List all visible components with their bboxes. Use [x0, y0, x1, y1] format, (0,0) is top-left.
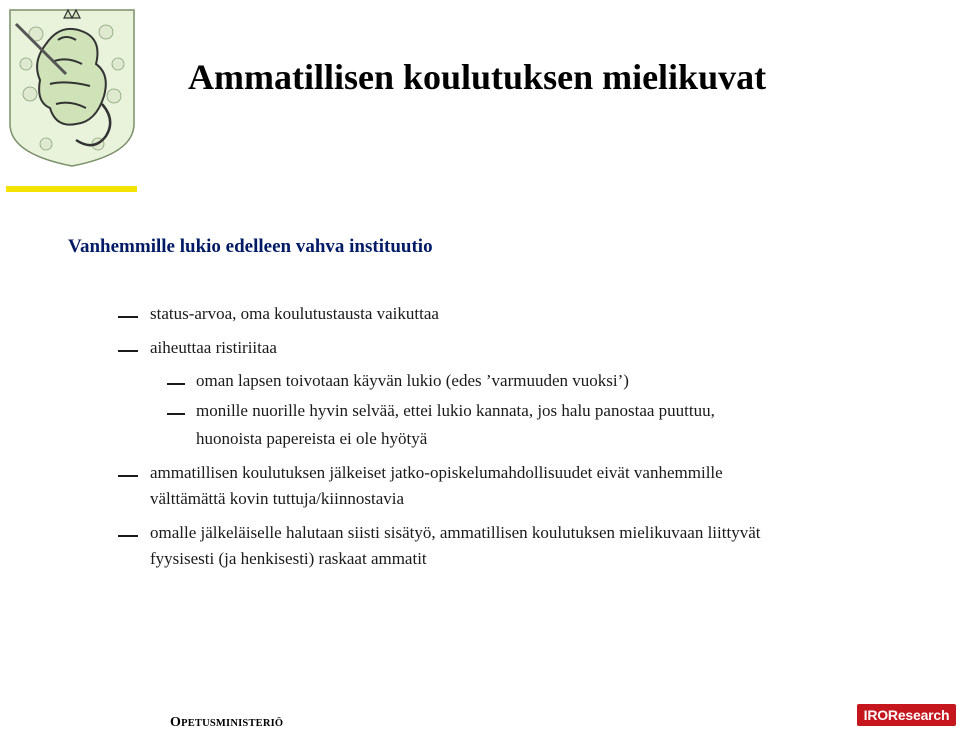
list-item-continuation: fyysisesti (ja henkisesti) raskaat ammatit — [150, 549, 427, 568]
list-item-continuation: välttämättä kovin tuttuja/kiinnostavia — [150, 489, 405, 508]
bullet-dash — [167, 413, 185, 415]
section-heading: Vanhemmille lukio edelleen vahva instituutio — [68, 236, 433, 257]
list-item: aiheuttaa ristiriitaa — [150, 338, 277, 357]
bullet-dash — [118, 535, 138, 537]
bullet-dash — [167, 383, 185, 385]
list-item: oman lapsen toivotaan käyvän lukio (edes ’varmuuden vuoksi’) — [196, 371, 629, 390]
ministry-initial: O — [170, 715, 182, 730]
accent-bar — [6, 186, 137, 192]
bullet-dash — [118, 475, 138, 477]
list-item: omalle jälkeläiselle halutaan siisti sisätyö, ammatillisen koulutuksen mielikuvaan liittyvät — [150, 523, 761, 542]
list-item: monille nuorille hyvin selvää, ettei lukio kannata, jos halu panostaa puuttuu, — [196, 401, 715, 420]
list-item: ammatillisen koulutuksen jälkeiset jatko-opiskelumahdollisuudet eivät vanhemmille — [150, 463, 723, 482]
ministry-label — [170, 714, 283, 731]
list-item-continuation: huonoista papereista ei ole hyötyä — [196, 429, 428, 448]
bullet-dash — [118, 316, 138, 318]
coat-of-arms-icon — [6, 4, 138, 170]
list-item: status-arvoa, oma koulutustausta vaikuttaa — [150, 304, 439, 323]
bullet-dash — [118, 350, 138, 352]
ministry-rest: PETUSMINISTERIÖ — [181, 718, 284, 729]
iroresearch-logo: IROResearch — [857, 704, 956, 726]
page-title: Ammatillisen koulutuksen mielikuvat — [188, 57, 767, 97]
